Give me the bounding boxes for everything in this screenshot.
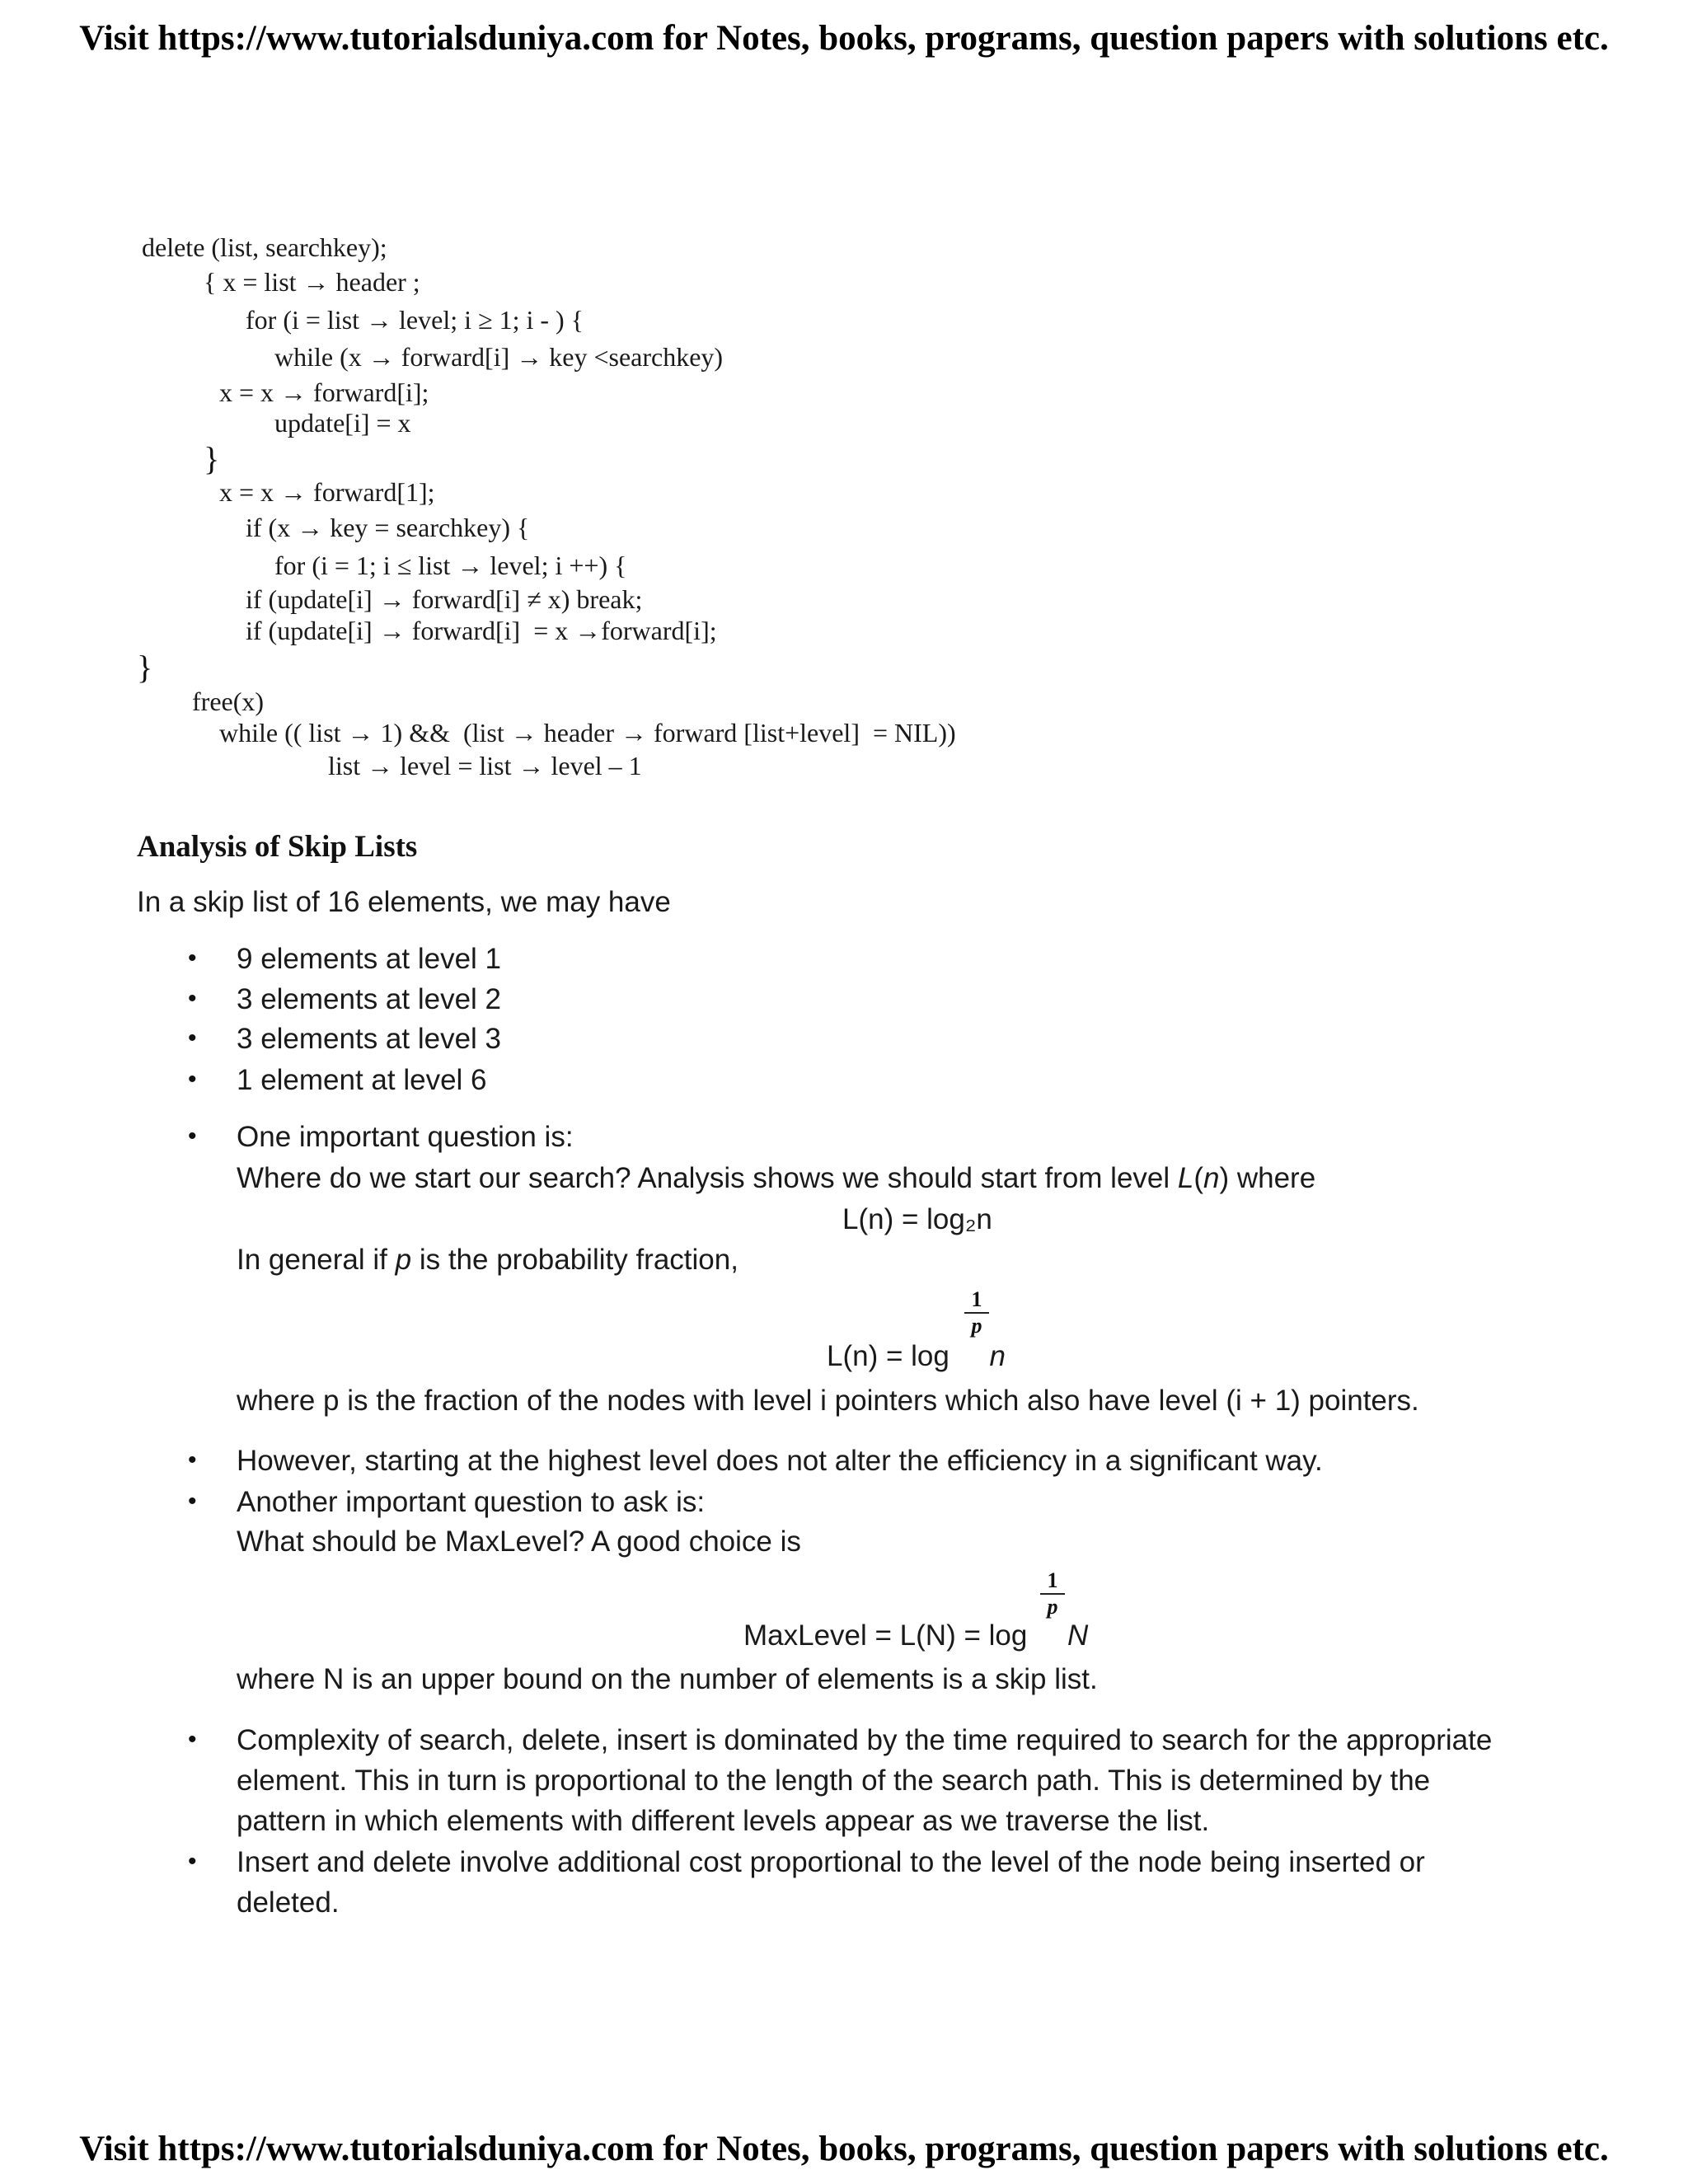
code-line: for (i = 1; i ≤ list → level; i ++) {	[274, 551, 627, 580]
formula-log-1-over-p: L(n) = log n	[827, 1340, 1006, 1372]
bullet-icon: •	[188, 1066, 197, 1093]
code-line: for (i = list → level; i ≥ 1; i - ) {	[246, 305, 584, 335]
question-text: One important question is:	[237, 1121, 574, 1153]
fraction-1-over-p: $\frac{1}{p}$	[964, 1287, 989, 1338]
formula-log2: L(n) = log₂n	[842, 1203, 992, 1235]
code-line: if (update[i] → forward[i] ≠ x) break;	[246, 584, 643, 614]
list-item: However, starting at the highest level does not alter the efficiency in a significant way.	[237, 1445, 1323, 1477]
code-line: x = x → forward[1];	[219, 477, 435, 507]
bullet-icon: •	[188, 1848, 197, 1875]
list-item-cont: element. This in turn is proportional to the length of the search path. This is determined by the	[237, 1765, 1431, 1797]
bullet-icon: •	[188, 1446, 197, 1474]
list-item-cont: deleted.	[237, 1886, 340, 1919]
list-item: Another important question to ask is:	[237, 1486, 706, 1518]
maxlevel-question: What should be MaxLevel? A good choice is	[237, 1526, 801, 1558]
bullet-icon: •	[188, 944, 197, 972]
bullet-icon: •	[188, 1122, 197, 1150]
list-item: 3 elements at level 3	[237, 1023, 502, 1055]
header-banner: Visit https://www.tutorialsduniya.com for Notes, books, programs, question papers with solutions etc.	[79, 19, 1609, 58]
section-heading: Analysis of Skip Lists	[137, 830, 418, 864]
code-brace: }	[204, 440, 220, 477]
code-line: delete (list, searchkey);	[142, 232, 387, 262]
question-detail: Where do we start our search? Analysis shows we should start from level L(n) where	[237, 1162, 1316, 1194]
code-line: free(x)	[192, 687, 265, 716]
list-item: Complexity of search, delete, insert is dominated by the time required to search for the appropriate	[237, 1724, 1493, 1756]
code-line: list → level = list → level – 1	[328, 751, 642, 780]
list-item: 3 elements at level 2	[237, 983, 502, 1015]
code-line: if (update[i] → forward[i] = x →forward[i];	[246, 616, 717, 645]
bullet-icon: •	[188, 1024, 197, 1052]
list-item: Insert and delete involve additional cost proportional to the level of the node being inserted or	[237, 1846, 1425, 1878]
list-item: 9 elements at level 1	[237, 943, 502, 975]
code-line: while (x → forward[i] → key <searchkey)	[274, 342, 724, 372]
intro-text: In a skip list of 16 elements, we may have	[137, 886, 671, 918]
where-text: where N is an upper bound on the number of elements is a skip list.	[237, 1663, 1098, 1695]
code-brace: }	[137, 649, 153, 686]
general-text: In general if p is the probability fraction,	[237, 1244, 738, 1276]
bullet-icon: •	[188, 1726, 197, 1753]
where-text: where p is the fraction of the nodes with level i pointers which also have level (i + 1) pointers.	[237, 1385, 1419, 1417]
formula-maxlevel: MaxLevel = L(N) = log N	[743, 1619, 1089, 1652]
list-item: 1 element at level 6	[237, 1064, 487, 1096]
bullet-icon: •	[188, 985, 197, 1012]
code-line: { x = list → header ;	[204, 267, 420, 297]
bullet-icon: •	[188, 1488, 197, 1515]
list-item-cont: pattern in which elements with different levels appear as we traverse the list.	[237, 1805, 1210, 1837]
code-line: update[i] = x	[274, 408, 411, 438]
footer-banner: Visit https://www.tutorialsduniya.com for Notes, books, programs, question papers with solutions etc.	[79, 2130, 1609, 2168]
fraction-1-over-p: $\frac{1}{p}$	[1040, 1568, 1065, 1619]
code-line: if (x → key = searchkey) {	[246, 513, 530, 542]
code-line: x = x → forward[i];	[219, 377, 429, 407]
code-line: while (( list → 1) && (list → header → forward [list+level] = NIL))	[219, 718, 956, 748]
